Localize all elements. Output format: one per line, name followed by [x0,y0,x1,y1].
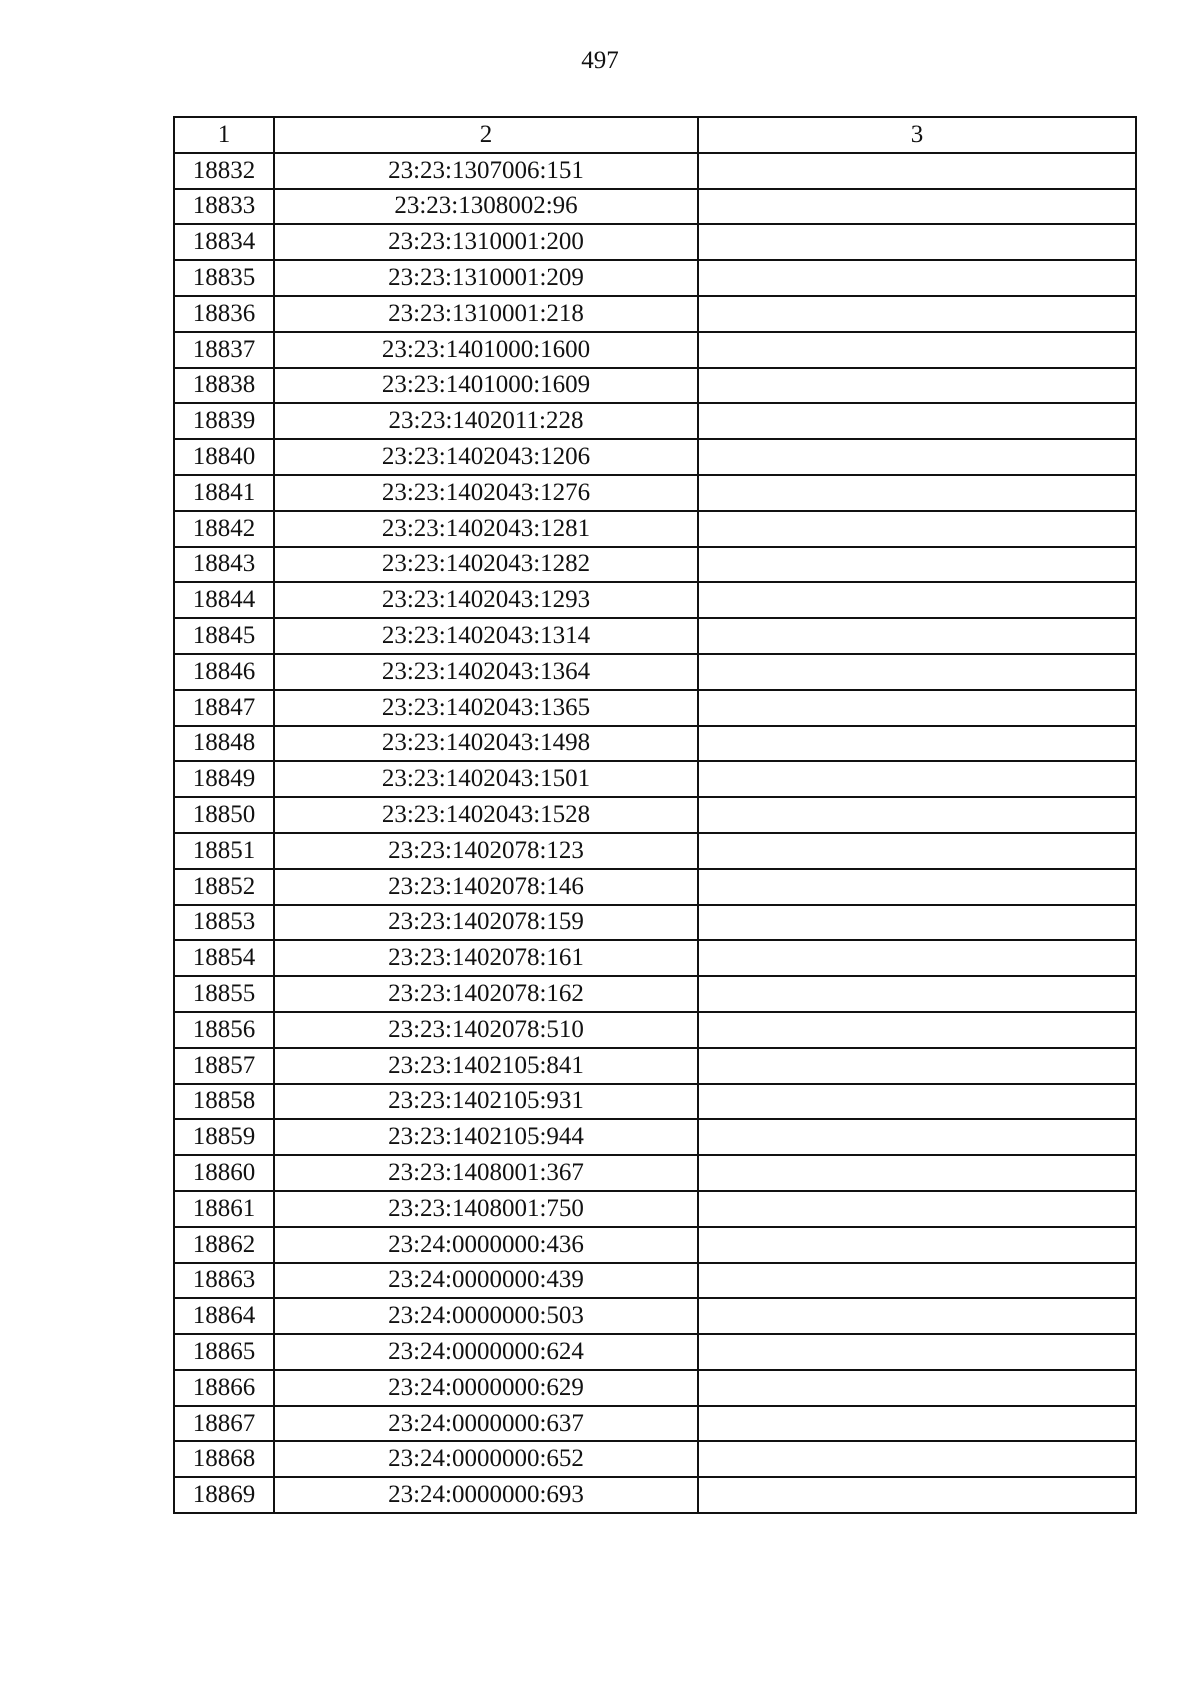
note-cell [698,833,1136,869]
cadastral-number-cell: 23:23:1402043:1365 [274,690,698,726]
note-cell [698,618,1136,654]
note-cell [698,332,1136,368]
column-header-1: 1 [174,117,274,153]
row-number-cell: 18857 [174,1048,274,1084]
note-cell [698,189,1136,225]
row-number-cell: 18864 [174,1298,274,1334]
column-header-2: 2 [274,117,698,153]
column-header-3: 3 [698,117,1136,153]
row-number-cell: 18855 [174,976,274,1012]
cadastral-number-cell: 23:23:1402043:1528 [274,797,698,833]
cadastral-number-cell: 23:23:1402078:146 [274,869,698,905]
cadastral-number-cell: 23:23:1408001:750 [274,1191,698,1227]
note-cell [698,869,1136,905]
note-cell [698,1370,1136,1406]
row-number-cell: 18835 [174,260,274,296]
note-cell [698,1119,1136,1155]
row-number-cell: 18832 [174,153,274,189]
row-number-cell: 18862 [174,1227,274,1263]
note-cell [698,690,1136,726]
table-row [174,1406,1136,1442]
row-number-cell: 18845 [174,618,274,654]
cadastral-number-cell: 23:24:0000000:624 [274,1334,698,1370]
row-number-cell: 18842 [174,511,274,547]
cadastral-number-cell: 23:23:1402105:944 [274,1119,698,1155]
table-row [174,618,1136,654]
table-row [174,1191,1136,1227]
cadastral-number-cell: 23:23:1402078:510 [274,1012,698,1048]
row-number-cell: 18854 [174,940,274,976]
row-number-cell: 18852 [174,869,274,905]
row-number-cell: 18861 [174,1191,274,1227]
table-row [174,475,1136,511]
row-number-cell: 18844 [174,582,274,618]
cadastral-number-cell: 23:24:0000000:439 [274,1263,698,1299]
table-row [174,1012,1136,1048]
note-cell [698,547,1136,583]
table-row [174,1477,1136,1513]
note-cell [698,1048,1136,1084]
note-cell [698,582,1136,618]
note-cell [698,296,1136,332]
table-row [174,582,1136,618]
row-number-cell: 18849 [174,761,274,797]
table-row [174,761,1136,797]
cadastral-number-cell: 23:23:1402043:1501 [274,761,698,797]
table-row [174,224,1136,260]
table-row [174,439,1136,475]
page-number: 497 [581,47,619,74]
note-cell [698,1263,1136,1299]
row-number-cell: 18847 [174,690,274,726]
table-row [174,153,1136,189]
table-row [174,690,1136,726]
row-number-cell: 18866 [174,1370,274,1406]
table-row [174,547,1136,583]
row-number-cell: 18840 [174,439,274,475]
note-cell [698,1298,1136,1334]
table-body [174,153,1136,1513]
note-cell [698,153,1136,189]
cadastral-number-cell: 23:24:0000000:652 [274,1441,698,1477]
cadastral-number-cell: 23:23:1402105:931 [274,1084,698,1120]
cadastral-number-cell: 23:24:0000000:436 [274,1227,698,1263]
cadastral-number-cell: 23:23:1401000:1600 [274,332,698,368]
note-cell [698,260,1136,296]
cadastral-number-cell: 23:23:1402043:1293 [274,582,698,618]
table-row [174,1155,1136,1191]
note-cell [698,1155,1136,1191]
row-number-cell: 18858 [174,1084,274,1120]
row-number-cell: 18860 [174,1155,274,1191]
cadastral-number-cell: 23:23:1402043:1276 [274,475,698,511]
row-number-cell: 18856 [174,1012,274,1048]
note-cell [698,1227,1136,1263]
table-row [174,797,1136,833]
row-number-cell: 18853 [174,905,274,941]
cadastral-number-cell: 23:23:1402105:841 [274,1048,698,1084]
cadastral-number-cell: 23:23:1307006:151 [274,153,698,189]
note-cell [698,1084,1136,1120]
table-row [174,726,1136,762]
cadastral-number-cell: 23:23:1402011:228 [274,403,698,439]
row-number-cell: 18850 [174,797,274,833]
table-row [174,833,1136,869]
table-header-row [174,117,1136,153]
table-row [174,1298,1136,1334]
table-row [174,332,1136,368]
note-cell [698,1477,1136,1513]
table-row [174,905,1136,941]
cadastral-number-cell: 23:23:1402043:1282 [274,547,698,583]
note-cell [698,1441,1136,1477]
table-row [174,511,1136,547]
cadastral-number-cell: 23:23:1310001:200 [274,224,698,260]
note-cell [698,368,1136,404]
table-row [174,1084,1136,1120]
cadastral-number-cell: 23:23:1402043:1314 [274,618,698,654]
row-number-cell: 18851 [174,833,274,869]
note-cell [698,1191,1136,1227]
note-cell [698,940,1136,976]
table-row [174,1119,1136,1155]
note-cell [698,403,1136,439]
cadastral-number-cell: 23:23:1402078:159 [274,905,698,941]
cadastral-number-cell: 23:24:0000000:629 [274,1370,698,1406]
cadastral-number-cell: 23:23:1402078:162 [274,976,698,1012]
table-row [174,403,1136,439]
table-row [174,654,1136,690]
note-cell [698,511,1136,547]
table-row [174,189,1136,225]
table-row [174,368,1136,404]
row-number-cell: 18836 [174,296,274,332]
cadastral-number-cell: 23:23:1401000:1609 [274,368,698,404]
table-row [174,940,1136,976]
row-number-cell: 18843 [174,547,274,583]
note-cell [698,976,1136,1012]
cadastral-number-cell: 23:23:1402078:161 [274,940,698,976]
table-row [174,1263,1136,1299]
table-row [174,1334,1136,1370]
row-number-cell: 18869 [174,1477,274,1513]
row-number-cell: 18839 [174,403,274,439]
cadastral-number-cell: 23:23:1408001:367 [274,1155,698,1191]
cadastral-number-cell: 23:23:1308002:96 [274,189,698,225]
row-number-cell: 18833 [174,189,274,225]
cadastral-number-cell: 23:23:1402043:1364 [274,654,698,690]
row-number-cell: 18863 [174,1263,274,1299]
cadastral-number-cell: 23:23:1310001:209 [274,260,698,296]
cadastral-number-cell: 23:24:0000000:693 [274,1477,698,1513]
note-cell [698,726,1136,762]
cadastral-number-cell: 23:23:1310001:218 [274,296,698,332]
row-number-cell: 18848 [174,726,274,762]
table-row [174,1227,1136,1263]
table-row [174,1441,1136,1477]
note-cell [698,1406,1136,1442]
cadastral-number-cell: 23:23:1402043:1281 [274,511,698,547]
table-row [174,976,1136,1012]
row-number-cell: 18837 [174,332,274,368]
register-table [173,116,1137,1514]
table-row [174,1048,1136,1084]
row-number-cell: 18859 [174,1119,274,1155]
note-cell [698,224,1136,260]
cadastral-number-cell: 23:24:0000000:637 [274,1406,698,1442]
row-number-cell: 18867 [174,1406,274,1442]
table-row [174,869,1136,905]
table-row [174,260,1136,296]
row-number-cell: 18838 [174,368,274,404]
table-row [174,1370,1136,1406]
row-number-cell: 18865 [174,1334,274,1370]
note-cell [698,797,1136,833]
note-cell [698,905,1136,941]
note-cell [698,1334,1136,1370]
note-cell [698,654,1136,690]
note-cell [698,439,1136,475]
cadastral-number-cell: 23:23:1402043:1498 [274,726,698,762]
note-cell [698,1012,1136,1048]
row-number-cell: 18846 [174,654,274,690]
cadastral-number-cell: 23:24:0000000:503 [274,1298,698,1334]
row-number-cell: 18841 [174,475,274,511]
note-cell [698,761,1136,797]
row-number-cell: 18868 [174,1441,274,1477]
note-cell [698,475,1136,511]
cadastral-number-cell: 23:23:1402043:1206 [274,439,698,475]
row-number-cell: 18834 [174,224,274,260]
cadastral-number-cell: 23:23:1402078:123 [274,833,698,869]
table-row [174,296,1136,332]
